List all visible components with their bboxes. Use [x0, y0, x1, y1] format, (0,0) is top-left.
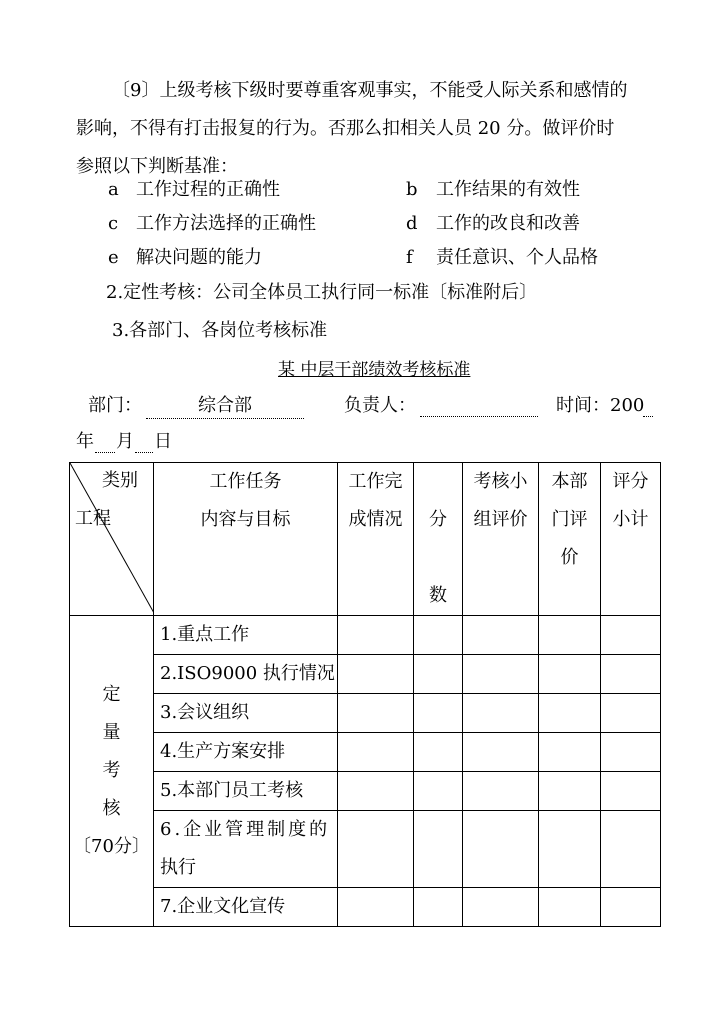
- header-dept-line2: 门评: [551, 509, 588, 530]
- completion-cell[interactable]: [338, 811, 414, 888]
- header-dept-eval: [539, 463, 601, 616]
- table-row: [70, 888, 661, 927]
- header-group-line1: 考核小: [473, 471, 528, 492]
- owner-value[interactable]: [420, 394, 538, 417]
- score-cell[interactable]: [414, 811, 463, 888]
- owner-field: [420, 394, 538, 424]
- dept-label: 部门：: [88, 395, 142, 416]
- table-title: 某 中层干部绩效考核标准: [278, 360, 471, 380]
- table-row: [70, 694, 661, 733]
- appraisal-table: [69, 462, 661, 927]
- table-row: [70, 733, 661, 772]
- criteria-letter-a: a: [108, 179, 119, 200]
- subtotal-cell[interactable]: [601, 888, 661, 927]
- completion-cell[interactable]: [338, 694, 414, 733]
- completion-cell[interactable]: [338, 772, 414, 811]
- time-label: 时间：200: [556, 395, 645, 416]
- header-dept-line3: 价: [560, 547, 579, 568]
- group-eval-cell[interactable]: [463, 733, 539, 772]
- header-project: 工程: [75, 508, 111, 529]
- criteria-letter-f: f: [406, 247, 413, 268]
- task-row6-line2: 执行: [160, 857, 196, 878]
- header-task: [154, 463, 338, 616]
- category-char-4: 核: [102, 798, 121, 819]
- dept-eval-cell[interactable]: [539, 811, 601, 888]
- dept-eval-cell[interactable]: [539, 888, 601, 927]
- year-blank[interactable]: [95, 430, 115, 453]
- time-year-field: [643, 394, 653, 424]
- task-cell: 7.企业文化宣传: [154, 888, 338, 927]
- dept-eval-cell[interactable]: [539, 616, 601, 655]
- dept-value[interactable]: 综合部: [146, 394, 304, 419]
- time-year-blank[interactable]: [643, 394, 653, 417]
- header-score: [414, 463, 463, 616]
- criteria-text-d: 工作的改良和改善: [436, 213, 580, 234]
- month-label: 月: [116, 431, 134, 452]
- criteria-letter-c: c: [108, 213, 119, 234]
- criteria-letter-d: d: [406, 213, 418, 234]
- header-group-eval: [463, 463, 539, 616]
- category-char-2: 量: [102, 722, 121, 743]
- dept-eval-cell[interactable]: [539, 772, 601, 811]
- header-subtotal: [601, 463, 661, 616]
- subtotal-cell[interactable]: [601, 694, 661, 733]
- category-points: 〔70分〕: [73, 836, 150, 857]
- header-dept-line1: 本部: [551, 471, 588, 492]
- group-eval-cell[interactable]: [463, 655, 539, 694]
- task-cell: 2.ISO9000 执行情况: [154, 655, 338, 694]
- group-eval-cell[interactable]: [463, 616, 539, 655]
- criteria-letter-b: b: [406, 179, 418, 200]
- month-blank[interactable]: [135, 430, 153, 453]
- table-row: [70, 655, 661, 694]
- task-cell: 5.本部门员工考核: [154, 772, 338, 811]
- subtotal-cell[interactable]: [601, 733, 661, 772]
- task-row6-line1: 6.企业管理制度的: [160, 819, 331, 840]
- score-cell[interactable]: [414, 655, 463, 694]
- header-subtotal-line1: 评分: [612, 471, 649, 492]
- header-category: 类别: [102, 470, 138, 491]
- paragraph-line-1: 〔9〕上级考核下级时要尊重客观事实，不能受人际关系和感情的: [112, 80, 628, 101]
- month-field: [135, 430, 153, 460]
- header-score-line1: 分: [429, 509, 447, 530]
- category-char-3: 考: [102, 760, 121, 781]
- evaluation-paragraph: [76, 72, 656, 186]
- subtotal-cell[interactable]: [601, 811, 661, 888]
- score-cell[interactable]: [414, 733, 463, 772]
- table-row: [70, 616, 661, 655]
- completion-cell[interactable]: [338, 655, 414, 694]
- table-row: [70, 811, 661, 888]
- criteria-letter-e: e: [108, 247, 119, 268]
- table-header-row: [70, 463, 661, 616]
- category-char-1: 定: [102, 684, 121, 705]
- year-field: [95, 430, 115, 460]
- dept-eval-cell[interactable]: [539, 733, 601, 772]
- score-cell[interactable]: [414, 888, 463, 927]
- task-cell: 4.生产方案安排: [154, 733, 338, 772]
- category-quantitative: [70, 616, 154, 927]
- task-cell: 1.重点工作: [154, 616, 338, 655]
- header-score-line2: 数: [429, 585, 447, 606]
- dept-eval-cell[interactable]: [539, 694, 601, 733]
- completion-cell[interactable]: [338, 733, 414, 772]
- paragraph-line-2: 影响，不得有打击报复的行为。否那么扣相关人员 20 分。做评价时: [76, 118, 615, 139]
- score-cell[interactable]: [414, 616, 463, 655]
- task-cell: [154, 811, 338, 888]
- group-eval-cell[interactable]: [463, 772, 539, 811]
- task-cell: 3.会议组织: [154, 694, 338, 733]
- header-subtotal-line2: 小计: [612, 509, 649, 530]
- criteria-text-c: 工作方法选择的正确性: [136, 213, 316, 234]
- group-eval-cell[interactable]: [463, 888, 539, 927]
- owner-label: 负责人：: [344, 395, 416, 416]
- paragraph-line-3: 参照以下判断基准：: [76, 156, 238, 177]
- year-label: 年: [76, 431, 94, 452]
- header-completion-line1: 工作完: [348, 471, 403, 492]
- group-eval-cell[interactable]: [463, 694, 539, 733]
- criteria-text-b: 工作结果的有效性: [436, 179, 580, 200]
- completion-cell[interactable]: [338, 616, 414, 655]
- header-group-line2: 组评价: [473, 509, 528, 530]
- criteria-text-e: 解决问题的能力: [136, 247, 262, 268]
- header-task-line2: 内容与目标: [200, 509, 291, 530]
- score-cell[interactable]: [414, 694, 463, 733]
- dept-field: [146, 394, 304, 419]
- table-row: [70, 772, 661, 811]
- criteria-text-f: 责任意识、个人品格: [436, 247, 598, 268]
- item-3-standards: 3.各部门、各岗位考核标准: [112, 320, 328, 341]
- dept-eval-cell[interactable]: [539, 655, 601, 694]
- day-label: 日: [154, 431, 172, 452]
- completion-cell[interactable]: [338, 888, 414, 927]
- criteria-text-a: 工作过程的正确性: [136, 179, 280, 200]
- header-task-line1: 工作任务: [209, 471, 282, 492]
- item-2-qualitative: 2.定性考核：公司全体员工执行同一标准〔标准附后〕: [106, 282, 538, 303]
- header-completion: [338, 463, 414, 616]
- group-eval-cell[interactable]: [463, 811, 539, 888]
- subtotal-cell[interactable]: [601, 772, 661, 811]
- header-completion-line2: 成情况: [348, 509, 403, 530]
- subtotal-cell[interactable]: [601, 655, 661, 694]
- subtotal-cell[interactable]: [601, 616, 661, 655]
- score-cell[interactable]: [414, 772, 463, 811]
- header-category-cell: [70, 463, 154, 616]
